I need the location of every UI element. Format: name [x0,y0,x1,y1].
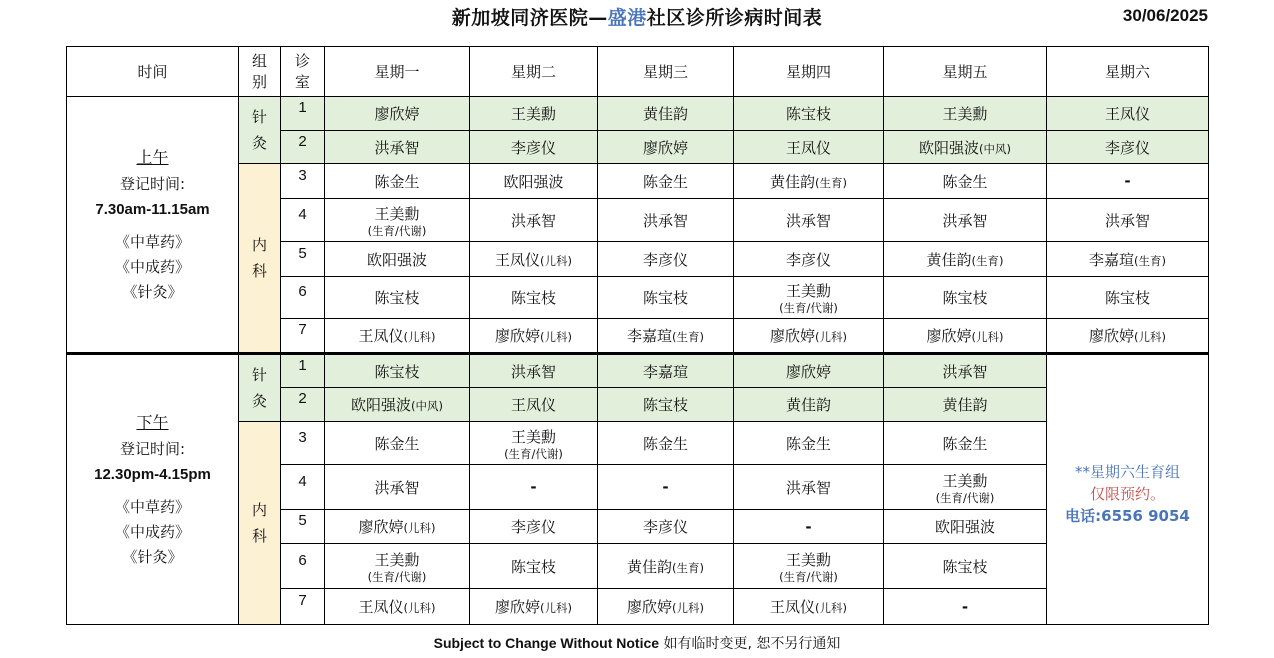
afternoon-time-cell [67,354,239,625]
schedule-cell [884,164,1047,199]
doctor-name: 廖欣婷 [926,327,972,345]
doctor-name: 陈金生 [785,434,831,453]
schedule-cell [470,510,598,544]
schedule-cell [1047,97,1209,131]
doctor-name: 李彦仪 [510,138,556,157]
group-internal-medicine: 内 科 [239,164,281,354]
room-number: 5 [281,510,325,544]
doctor-name: 黄佳韵 [642,105,688,123]
schedule-cell [884,465,1047,510]
doctor-name: 王凤仪 [358,598,404,616]
doctor-name: 陈金生 [642,172,688,191]
doctor-name: 李彦仪 [1104,138,1150,157]
schedule-cell [470,544,598,589]
doctor-name: 王美勳 [374,550,420,569]
schedule-cell [734,97,884,131]
doctor-name: 王美勳 [510,427,556,446]
morning-registration-label: 登记时间: [119,174,186,193]
empty-slot: - [530,478,537,496]
schedule-cell [598,422,734,465]
doctor-name: 王美勳 [374,204,420,223]
schedule-cell [598,388,734,422]
schedule-cell [470,388,598,422]
schedule-cell [734,354,884,388]
doctor-name: 黄佳韵 [942,396,988,414]
saturday-appointment-note: **星期六生育组 仅限预约。 电话:6556 9054 [1047,354,1209,625]
specialty-note: (儿科) [815,601,847,615]
doctor-name: 洪承智 [942,362,988,381]
schedule-cell [598,589,734,625]
schedule-cell [734,164,884,199]
schedule-cell [325,544,470,589]
schedule-cell [470,131,598,164]
doctor-name: 王凤仪 [510,396,556,414]
schedule-cell [598,465,734,510]
specialty-note: (生育) [1134,253,1166,268]
schedule-cell [734,544,884,589]
schedule-cell [325,319,470,354]
schedule-cell [734,388,884,422]
doctor-name: 陈金生 [942,434,988,453]
doctor-name: 陈金生 [942,172,988,191]
doctor-name: 李彦仪 [642,250,688,269]
doctor-name: 王凤仪 [770,598,816,616]
schedule-cell [884,277,1047,319]
doctor-name: 欧阳强波 [919,138,980,157]
schedule-cell [1047,199,1209,242]
doctor-name: 洪承智 [785,211,831,230]
schedule-cell [734,465,884,510]
phone-line: 电话:6556 9054 [1065,506,1190,525]
schedule-cell [1047,277,1209,319]
header-day: 星期六 [1047,47,1209,97]
phone-number: 6556 9054 [1101,506,1190,525]
morning-hours: 7.30am-11.15am [95,200,210,218]
doctor-name: 洪承智 [942,211,988,230]
schedule-cell [598,131,734,164]
doctor-name: 欧阳强波 [351,396,412,414]
doctor-name: 廖欣婷 [495,327,541,345]
table-row [67,97,1209,131]
doctor-name: 廖欣婷 [495,598,541,616]
schedule-cell [734,242,884,277]
doctor-name: 陈宝枝 [510,557,556,576]
schedule-cell [598,510,734,544]
schedule-table [66,46,1209,625]
schedule-cell [470,97,598,131]
doctor-name: 李嘉瑄 [642,362,688,381]
doctor-name: 王美勳 [510,105,556,123]
doctor-name: 王凤仪 [358,327,404,345]
schedule-cell [325,277,470,319]
room-number: 3 [281,422,325,465]
empty-slot: - [1124,172,1131,190]
schedule-cell [325,354,470,388]
doctor-name: 黄佳韵 [627,557,673,576]
schedule-cell [734,131,884,164]
afternoon-hours: 12.30pm-4.15pm [94,465,211,483]
schedule-cell [470,242,598,277]
morning-service-herbal: 《中草药》 [114,232,190,251]
header-time: 时间 [67,47,239,97]
doctor-name: 欧阳强波 [934,518,995,536]
room-number: 6 [281,277,325,319]
room-number: 6 [281,544,325,589]
doctor-name: 洪承智 [785,478,831,497]
schedule-cell [470,199,598,242]
morning-service-proprietary: 《中成药》 [114,257,190,276]
room-number: 5 [281,242,325,277]
schedule-cell [734,277,884,319]
schedule-cell [470,354,598,388]
schedule-cell [470,465,598,510]
schedule-cell [884,354,1047,388]
room-number: 4 [281,465,325,510]
specialty-note: (生育/代谢) [367,223,427,238]
schedule-cell [884,97,1047,131]
empty-slot: - [961,597,969,616]
header-room: 诊 室 [281,47,325,97]
schedule-cell [598,242,734,277]
doctor-name: 黄佳韵 [770,172,816,191]
schedule-cell [734,510,884,544]
doctor-name: 李嘉瑄 [627,327,673,345]
room-number: 7 [281,319,325,354]
doctor-name: 王美勳 [942,471,988,490]
doctor-name: 王凤仪 [495,250,541,269]
doctor-name: 王美勳 [785,282,831,300]
specialty-note: (生育/代谢) [779,301,838,315]
doctor-name: 廖欣婷 [627,598,673,616]
schedule-cell [325,465,470,510]
specialty-note: (儿科) [815,330,847,344]
header-group: 组 别 [239,47,281,97]
schedule-cell [325,422,470,465]
header-day: 星期一 [325,47,470,97]
doctor-name: 王美勳 [785,550,831,569]
doctor-name: 陈宝枝 [1104,289,1150,307]
specialty-note: (儿科) [540,253,572,268]
doctor-name: 陈金生 [374,434,420,453]
doctor-name: 陈宝枝 [785,105,831,123]
schedule-cell [325,589,470,625]
specialty-note: (儿科) [403,521,436,535]
doctor-name: 李彦仪 [642,518,688,536]
schedule-cell [1047,131,1209,164]
schedule-cell [884,510,1047,544]
schedule-cell [325,510,470,544]
room-number: 7 [281,589,325,625]
doctor-name: 廖欣婷 [1089,327,1135,345]
doctor-name: 洪承智 [510,211,556,230]
schedule-cell [598,544,734,589]
specialty-note: (生育/代谢) [367,569,427,584]
specialty-note: (生育) [672,560,704,575]
group-acupuncture: 针 灸 [239,97,281,164]
specialty-note: (生育) [672,330,704,344]
room-number: 1 [281,354,325,388]
schedule-cell [470,319,598,354]
afternoon-service-herbal: 《中草药》 [114,497,190,516]
doctor-name: 陈宝枝 [942,289,988,307]
footer-notice: Subject to Change Without Notice 如有临时变更, 恕不另行通知 [433,635,841,652]
doctor-name: 李嘉瑄 [1089,250,1135,269]
schedule-cell [884,388,1047,422]
doctor-name: 廖欣婷 [785,362,831,381]
doctor-name: 李彦仪 [510,518,556,536]
specialty-note: (儿科) [672,601,704,615]
schedule-cell [598,164,734,199]
schedule-cell [734,199,884,242]
schedule-cell [884,319,1047,354]
schedule-cell [1047,164,1209,199]
schedule-cell [884,131,1047,164]
specialty-note: (儿科) [403,330,436,344]
schedule-cell [884,544,1047,589]
specialty-note: (生育/代谢) [935,490,995,505]
doctor-name: 陈宝枝 [942,557,988,576]
doctor-name: 王美勳 [942,105,988,123]
doctor-name: 廖欣婷 [770,327,816,345]
specialty-note: (儿科) [540,330,572,344]
specialty-note: (生育/代谢) [504,446,563,461]
doctor-name: 陈宝枝 [374,362,420,381]
schedule-cell [470,277,598,319]
doctor-name: 王凤仪 [1104,105,1150,123]
afternoon-service-acupuncture: 《针灸》 [122,547,183,566]
schedule-cell [734,589,884,625]
header-day: 星期五 [884,47,1047,97]
schedule-cell [325,97,470,131]
specialty-note: (生育) [815,175,847,190]
doctor-name: 陈宝枝 [374,289,420,307]
doctor-name: 陈宝枝 [642,289,688,307]
schedule-cell [598,97,734,131]
header-day: 星期三 [598,47,734,97]
group-internal-medicine: 内 科 [239,422,281,625]
schedule-cell [470,589,598,625]
table-row [67,164,1209,199]
room-number: 3 [281,164,325,199]
specialty-note: (生育) [971,253,1004,268]
table-row [67,422,1209,465]
specialty-note: (中风) [411,399,443,413]
doctor-name: 陈金生 [642,434,688,453]
doctor-name: 廖欣婷 [374,105,420,123]
schedule-cell [598,354,734,388]
group-acupuncture: 针 灸 [239,354,281,422]
schedule-cell [598,277,734,319]
schedule-cell [470,422,598,465]
morning-service-acupuncture: 《针灸》 [122,282,183,301]
header-row [67,47,1209,97]
specialty-note: (儿科) [1134,330,1166,344]
doctor-name: 欧阳强波 [366,250,427,269]
empty-slot: - [662,478,669,496]
schedule-cell [734,319,884,354]
room-number: 2 [281,131,325,164]
specialty-note: (儿科) [971,330,1004,344]
header-day: 星期四 [734,47,884,97]
page-title: 新加坡同济医院—盛港社区诊所诊病时间表 [451,7,823,29]
doctor-name: 洪承智 [510,362,556,381]
doctor-name: 陈宝枝 [642,396,688,414]
specialty-note: (中风) [979,141,1011,156]
afternoon-service-proprietary: 《中成药》 [114,522,190,541]
schedule-cell [470,164,598,199]
schedule-cell [325,164,470,199]
doctor-name: 廖欣婷 [358,518,404,536]
schedule-cell [325,131,470,164]
schedule-cell [734,422,884,465]
table-row [67,354,1209,388]
specialty-note: (儿科) [540,601,572,615]
morning-time-cell [67,97,239,354]
schedule-cell [325,199,470,242]
schedule-date: 30/06/2025 [1122,6,1208,25]
afternoon-registration-label: 登记时间: [119,439,186,458]
room-number: 1 [281,97,325,131]
schedule-cell [598,199,734,242]
schedule-cell [884,199,1047,242]
schedule-cell [884,422,1047,465]
title-highlight: 盛港 [607,7,647,29]
afternoon-period-label: 下午 [136,412,169,432]
header-day: 星期二 [470,47,598,97]
doctor-name: 欧阳强波 [503,172,564,191]
doctor-name: 廖欣婷 [642,138,688,157]
schedule-cell [325,242,470,277]
room-number: 4 [281,199,325,242]
doctor-name: 洪承智 [642,211,688,230]
specialty-note: (生育/代谢) [779,569,838,584]
schedule-cell [1047,319,1209,354]
schedule-cell [884,589,1047,625]
schedule-cell [884,242,1047,277]
morning-period-label: 上午 [136,147,169,167]
doctor-name: 洪承智 [374,478,420,497]
schedule-cell [598,319,734,354]
schedule-cell [1047,242,1209,277]
doctor-name: 黄佳韵 [926,250,972,269]
doctor-name: 黄佳韵 [785,396,831,414]
doctor-name: 李彦仪 [785,250,831,269]
doctor-name: 王凤仪 [785,138,831,157]
doctor-name: 洪承智 [374,138,420,157]
doctor-name: 陈金生 [374,172,420,191]
schedule-cell [325,388,470,422]
empty-slot: - [805,517,812,536]
specialty-note: (儿科) [403,601,436,615]
doctor-name: 洪承智 [1104,211,1150,230]
doctor-name: 陈宝枝 [510,289,556,307]
room-number: 2 [281,388,325,422]
